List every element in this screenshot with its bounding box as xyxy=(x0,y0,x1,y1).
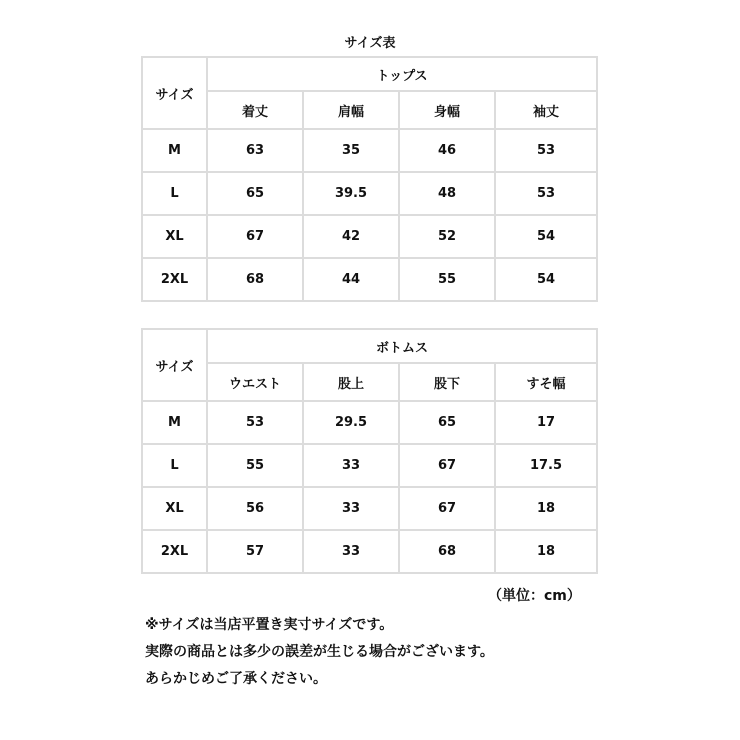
bottoms-column-header: ウエスト xyxy=(207,363,303,401)
value-cell: 53 xyxy=(207,401,303,444)
table-row xyxy=(142,258,597,301)
bottoms-column-header: 股上 xyxy=(303,363,399,401)
value-cell: 54 xyxy=(495,258,597,301)
tops-column-header: 肩幅 xyxy=(303,91,399,129)
value-cell: 39.5 xyxy=(303,172,399,215)
value-cell: 67 xyxy=(399,487,495,530)
value-cell: 33 xyxy=(303,530,399,573)
value-cell: 29.5 xyxy=(303,401,399,444)
size-cell: XL xyxy=(142,487,207,530)
size-cell: L xyxy=(142,444,207,487)
size-cell: 2XL xyxy=(142,530,207,573)
value-cell: 17.5 xyxy=(495,444,597,487)
value-cell: 53 xyxy=(495,172,597,215)
size-cell: XL xyxy=(142,215,207,258)
note-line: ※サイズは当店平置き実寸サイズです。 xyxy=(145,617,394,633)
size-chart-title: サイズ表 xyxy=(344,36,396,51)
value-cell: 48 xyxy=(399,172,495,215)
table-row xyxy=(142,401,597,444)
table-row xyxy=(142,172,597,215)
size-cell: M xyxy=(142,401,207,444)
size-cell: 2XL xyxy=(142,258,207,301)
value-cell: 67 xyxy=(207,215,303,258)
value-cell: 42 xyxy=(303,215,399,258)
tops-size-header: サイズ xyxy=(142,57,207,129)
value-cell: 56 xyxy=(207,487,303,530)
tops-column-header: 身幅 xyxy=(399,91,495,129)
notes-block xyxy=(145,612,595,693)
bottoms-column-header: 股下 xyxy=(399,363,495,401)
note-line: あらかじめご了承ください。 xyxy=(145,671,327,687)
bottoms-size-table xyxy=(141,328,598,574)
table-row xyxy=(142,444,597,487)
note-line: 実際の商品とは多少の誤差が生じる場合がございます。 xyxy=(145,644,494,660)
value-cell: 55 xyxy=(207,444,303,487)
tops-column-header: 着丈 xyxy=(207,91,303,129)
value-cell: 33 xyxy=(303,487,399,530)
value-cell: 68 xyxy=(399,530,495,573)
value-cell: 54 xyxy=(495,215,597,258)
value-cell: 46 xyxy=(399,129,495,172)
value-cell: 53 xyxy=(495,129,597,172)
value-cell: 18 xyxy=(495,487,597,530)
size-cell: L xyxy=(142,172,207,215)
value-cell: 63 xyxy=(207,129,303,172)
bottoms-column-header: すそ幅 xyxy=(495,363,597,401)
tops-column-header: 袖丈 xyxy=(495,91,597,129)
value-cell: 68 xyxy=(207,258,303,301)
unit-note: （単位：cm） xyxy=(488,588,581,604)
value-cell: 65 xyxy=(399,401,495,444)
bottoms-size-header: サイズ xyxy=(142,329,207,401)
value-cell: 55 xyxy=(399,258,495,301)
value-cell: 44 xyxy=(303,258,399,301)
table-row xyxy=(142,530,597,573)
table-row xyxy=(142,215,597,258)
tops-group-header: トップス xyxy=(207,57,597,91)
size-cell: M xyxy=(142,129,207,172)
table-row xyxy=(142,487,597,530)
value-cell: 52 xyxy=(399,215,495,258)
table-row xyxy=(142,129,597,172)
value-cell: 65 xyxy=(207,172,303,215)
value-cell: 18 xyxy=(495,530,597,573)
value-cell: 17 xyxy=(495,401,597,444)
value-cell: 35 xyxy=(303,129,399,172)
bottoms-group-header: ボトムス xyxy=(207,329,597,363)
value-cell: 67 xyxy=(399,444,495,487)
tops-size-table xyxy=(141,56,598,302)
value-cell: 57 xyxy=(207,530,303,573)
value-cell: 33 xyxy=(303,444,399,487)
